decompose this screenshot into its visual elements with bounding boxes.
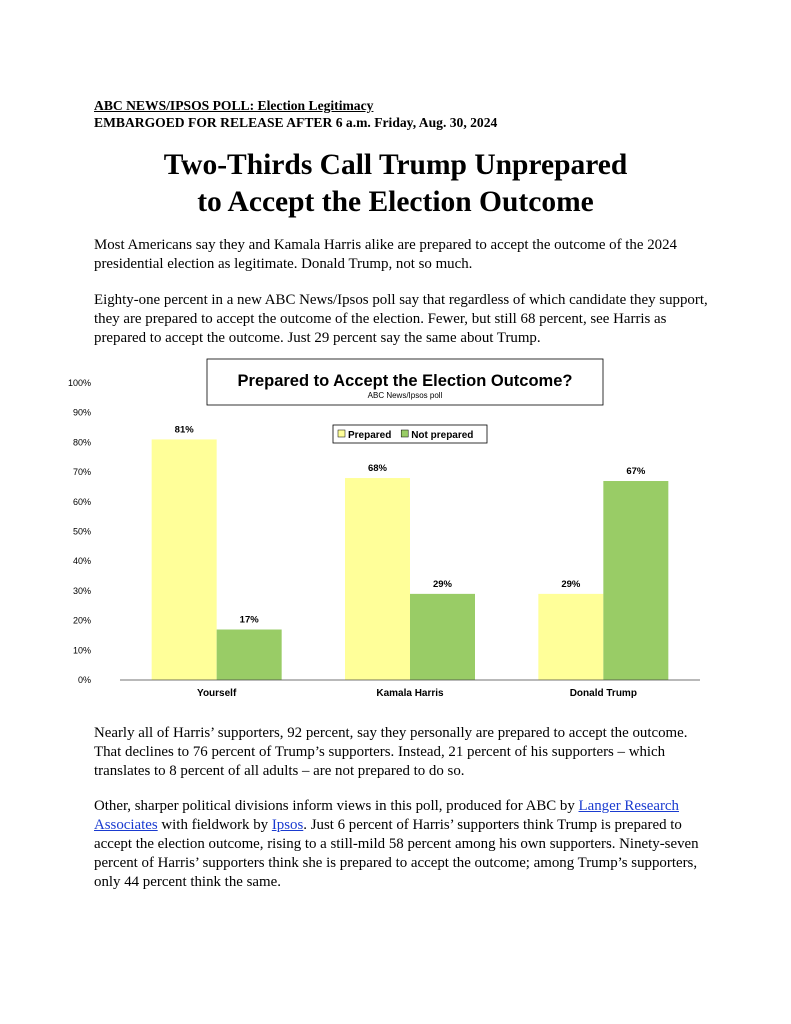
paragraph-4-text-2: with fieldwork by bbox=[157, 817, 272, 833]
y-tick-label: 10% bbox=[72, 645, 91, 656]
ipsos-link[interactable]: Ipsos bbox=[271, 817, 304, 833]
bar-chart bbox=[67, 355, 720, 705]
data-label: 29% bbox=[561, 578, 581, 590]
y-tick-label: 90% bbox=[72, 407, 91, 418]
paragraph-2: Eighty-one percent in a new ABC News/Ipsos poll say that regardless of which candidate they support, they are prepared to accept the outcome of the election. Fewer, but still 68 percent, see Harris as prepared to accept the outcome. Just 29 percent say the same about Trump. bbox=[94, 292, 708, 346]
bar bbox=[217, 630, 282, 680]
report-header bbox=[94, 97, 497, 131]
paragraph-4-text-3: . Just 6 percent of Harris’ supporters think Trump is prepared to accept the election outcome, rising to a still-mild 58 percent among his own supporters. Ninety-seven percent of Harris’ supporters think she is prepared to accept the outcome; among Trump’s supporters, only 44 percent think the same. bbox=[94, 817, 699, 890]
legend-label: Not prepared bbox=[411, 430, 474, 441]
data-label: 67% bbox=[626, 466, 646, 478]
bar bbox=[152, 439, 217, 680]
x-tick-label: Yourself bbox=[197, 688, 237, 699]
x-tick-label: Kamala Harris bbox=[376, 688, 444, 699]
paragraph-1: Most Americans say they and Kamala Harris alike are prepared to accept the outcome of the 2024 presidential election as legitimate. Donald Trump, not so much. bbox=[94, 237, 677, 272]
y-tick-label: 60% bbox=[72, 496, 91, 507]
langer-research-link[interactable]: Langer Research Associates bbox=[94, 798, 679, 833]
x-tick-label: Donald Trump bbox=[569, 688, 637, 699]
data-label: 29% bbox=[432, 578, 453, 590]
data-label: 81% bbox=[174, 424, 194, 436]
header-line-2: EMBARGOED FOR RELEASE AFTER 6 a.m. Friday, Aug. 30, 2024 bbox=[94, 115, 498, 130]
y-tick-label: 20% bbox=[72, 615, 91, 626]
chart-subtitle: ABC News/Ipsos poll bbox=[367, 391, 443, 400]
chart-title: Prepared to Accept the Election Outcome? bbox=[237, 372, 573, 390]
y-tick-label: 30% bbox=[72, 585, 91, 596]
legend-swatch bbox=[338, 430, 345, 437]
y-tick-label: 80% bbox=[72, 437, 91, 448]
data-label: 68% bbox=[367, 463, 388, 475]
header-line-1: ABC NEWS/IPSOS POLL: Election Legitimacy bbox=[94, 98, 374, 113]
bar bbox=[603, 481, 668, 680]
data-label: 17% bbox=[239, 614, 259, 626]
bar bbox=[345, 478, 410, 680]
title-line-2: to Accept the Election Outcome bbox=[197, 186, 594, 218]
y-tick-label: 40% bbox=[72, 556, 91, 567]
paragraph-4 bbox=[94, 797, 714, 892]
bar bbox=[410, 594, 475, 680]
page-title bbox=[0, 147, 791, 221]
y-tick-label: 70% bbox=[72, 467, 91, 478]
y-tick-label: 0% bbox=[77, 675, 91, 685]
legend-label: Prepared bbox=[348, 430, 392, 441]
paragraph-3: Nearly all of Harris’ supporters, 92 percent, say they personally are prepared to accept the outcome. That declines to 76 percent of Trump’s supporters. Instead, 21 percent of his supporters – which translates to 8 percent of all adults – are not prepared to do so. bbox=[94, 725, 688, 779]
y-tick-label: 100% bbox=[67, 378, 91, 388]
y-tick-label: 50% bbox=[72, 526, 91, 537]
title-line-1: Two-Thirds Call Trump Unprepared bbox=[163, 149, 628, 181]
legend-swatch bbox=[401, 430, 408, 437]
paragraph-4-text-1: Other, sharper political divisions inform views in this poll, produced for ABC by bbox=[94, 798, 579, 814]
bar bbox=[538, 594, 603, 680]
